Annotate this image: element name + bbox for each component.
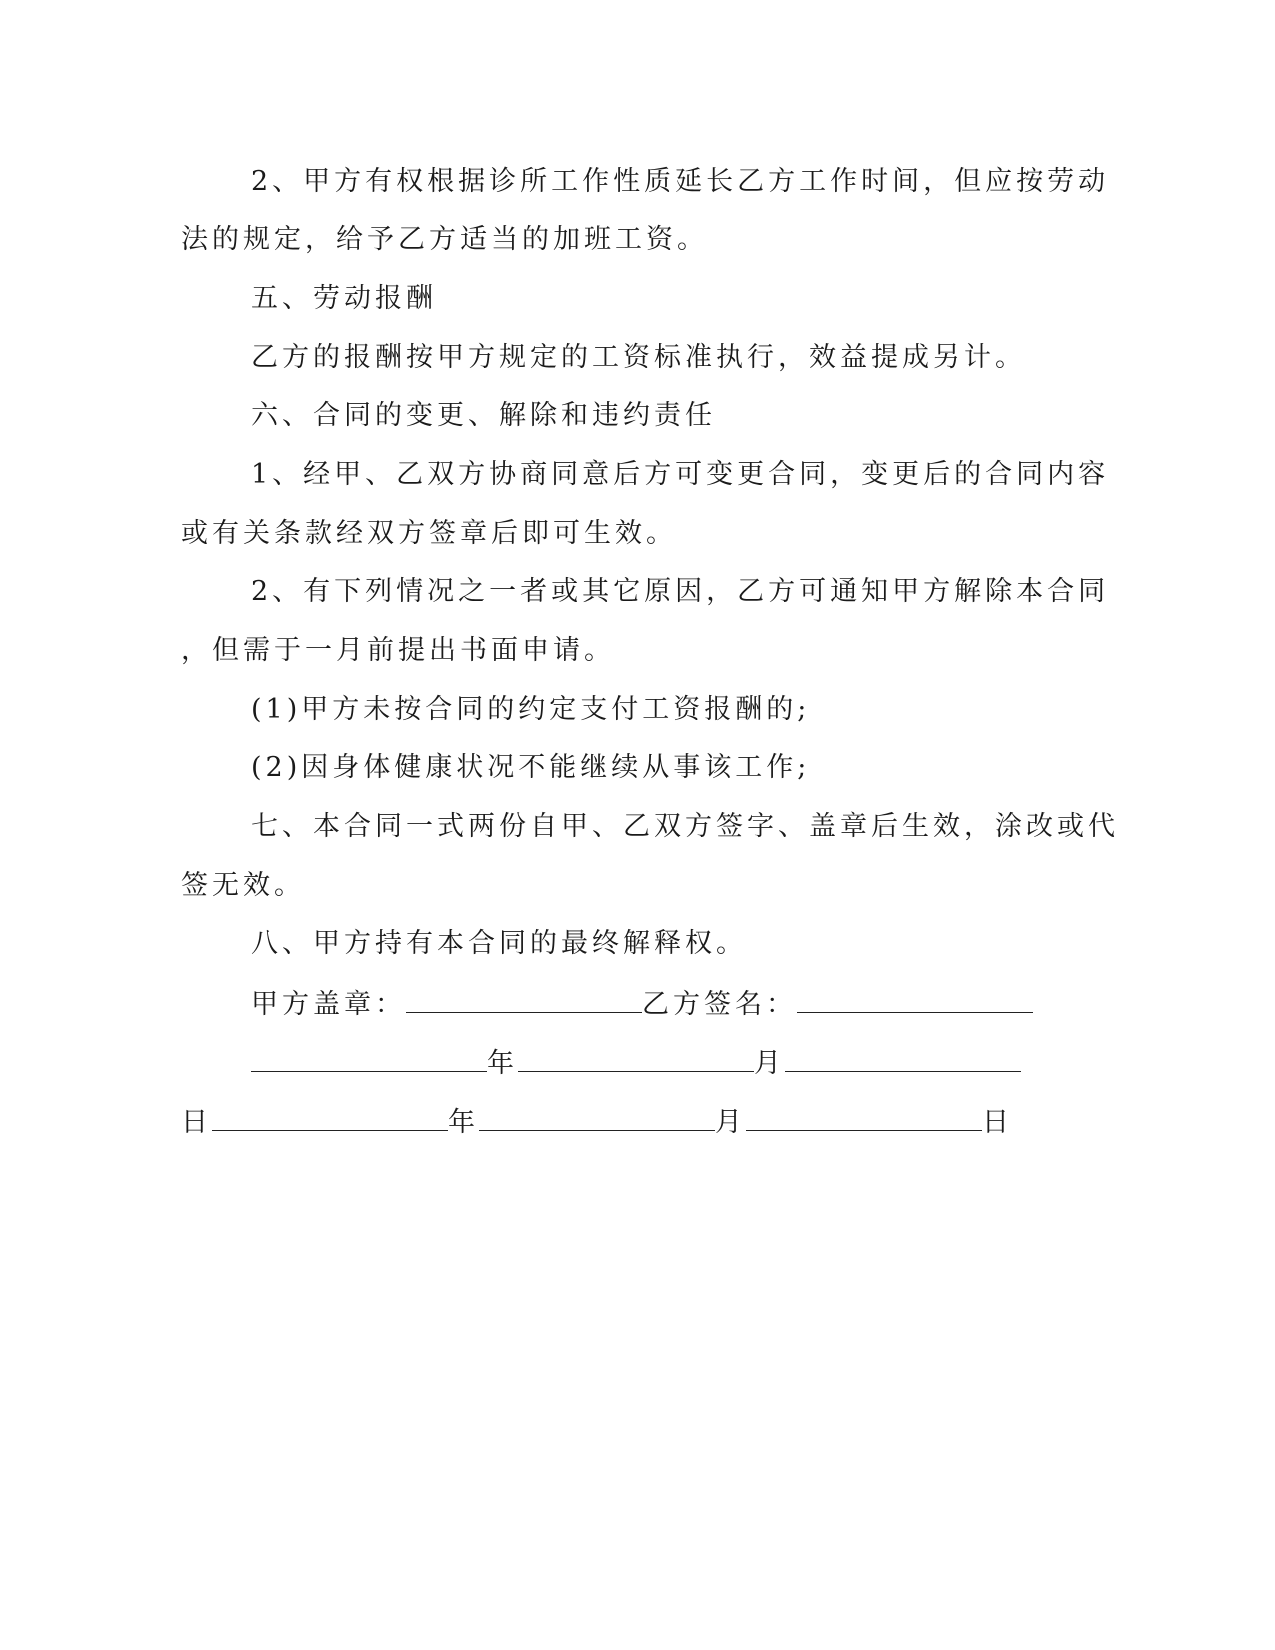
date-blank-5[interactable] [479, 1104, 715, 1131]
date-blank-3[interactable] [785, 1045, 1021, 1072]
paragraph-change-clause-1-line-2: 或有关条款经双方签章后即可生效。 [181, 518, 677, 549]
paragraph-section-7-line-1: 七、本合同一式两份自甲、乙双方签字、盖章后生效，涂改或代 [251, 811, 1119, 842]
month-label-1: 月 [754, 1048, 785, 1079]
year-label-2: 年 [448, 1107, 479, 1138]
paragraph-clause-2-line-1: 2、甲方有权根据诊所工作性质延长乙方工作时间，但应按劳动 [251, 166, 1110, 197]
day-label-1: 日 [181, 1107, 212, 1138]
party-a-seal-blank[interactable] [406, 986, 642, 1013]
list-item-2: (2)因身体健康状况不能继续从事该工作; [251, 752, 811, 783]
date-blank-1[interactable] [251, 1045, 487, 1072]
month-label-2: 月 [715, 1107, 746, 1138]
signature-row [251, 986, 1033, 1023]
paragraph-change-clause-1-line-1: 1、经甲、乙双方协商同意后方可变更合同，变更后的合同内容 [251, 459, 1110, 490]
paragraph-section-7-line-2: 签无效。 [181, 870, 305, 901]
section-heading-contract-changes: 六、合同的变更、解除和违约责任 [251, 400, 716, 431]
party-b-sign-label: 乙方签名： [642, 989, 797, 1020]
date-blank-4[interactable] [212, 1104, 448, 1131]
party-b-sign-blank[interactable] [797, 986, 1033, 1013]
paragraph-change-clause-2-line-2: ，但需于一月前提出书面申请。 [181, 635, 615, 666]
date-row-1 [251, 1045, 1021, 1082]
day-label-2: 日 [982, 1107, 1013, 1138]
year-label-1: 年 [487, 1048, 518, 1079]
paragraph-change-clause-2-line-1: 2、有下列情况之一者或其它原因，乙方可通知甲方解除本合同 [251, 576, 1110, 607]
section-heading-remuneration: 五、劳动报酬 [251, 283, 437, 314]
date-row-2 [181, 1104, 1013, 1141]
date-blank-6[interactable] [746, 1104, 982, 1131]
date-blank-2[interactable] [518, 1045, 754, 1072]
paragraph-clause-2-line-2: 法的规定，给予乙方适当的加班工资。 [181, 224, 708, 255]
paragraph-remuneration: 乙方的报酬按甲方规定的工资标准执行，效益提成另计。 [251, 342, 1026, 373]
paragraph-section-8: 八、甲方持有本合同的最终解释权。 [251, 928, 747, 959]
list-item-1: (1)甲方未按合同的约定支付工资报酬的; [251, 694, 811, 725]
party-a-seal-label: 甲方盖章： [251, 989, 406, 1020]
